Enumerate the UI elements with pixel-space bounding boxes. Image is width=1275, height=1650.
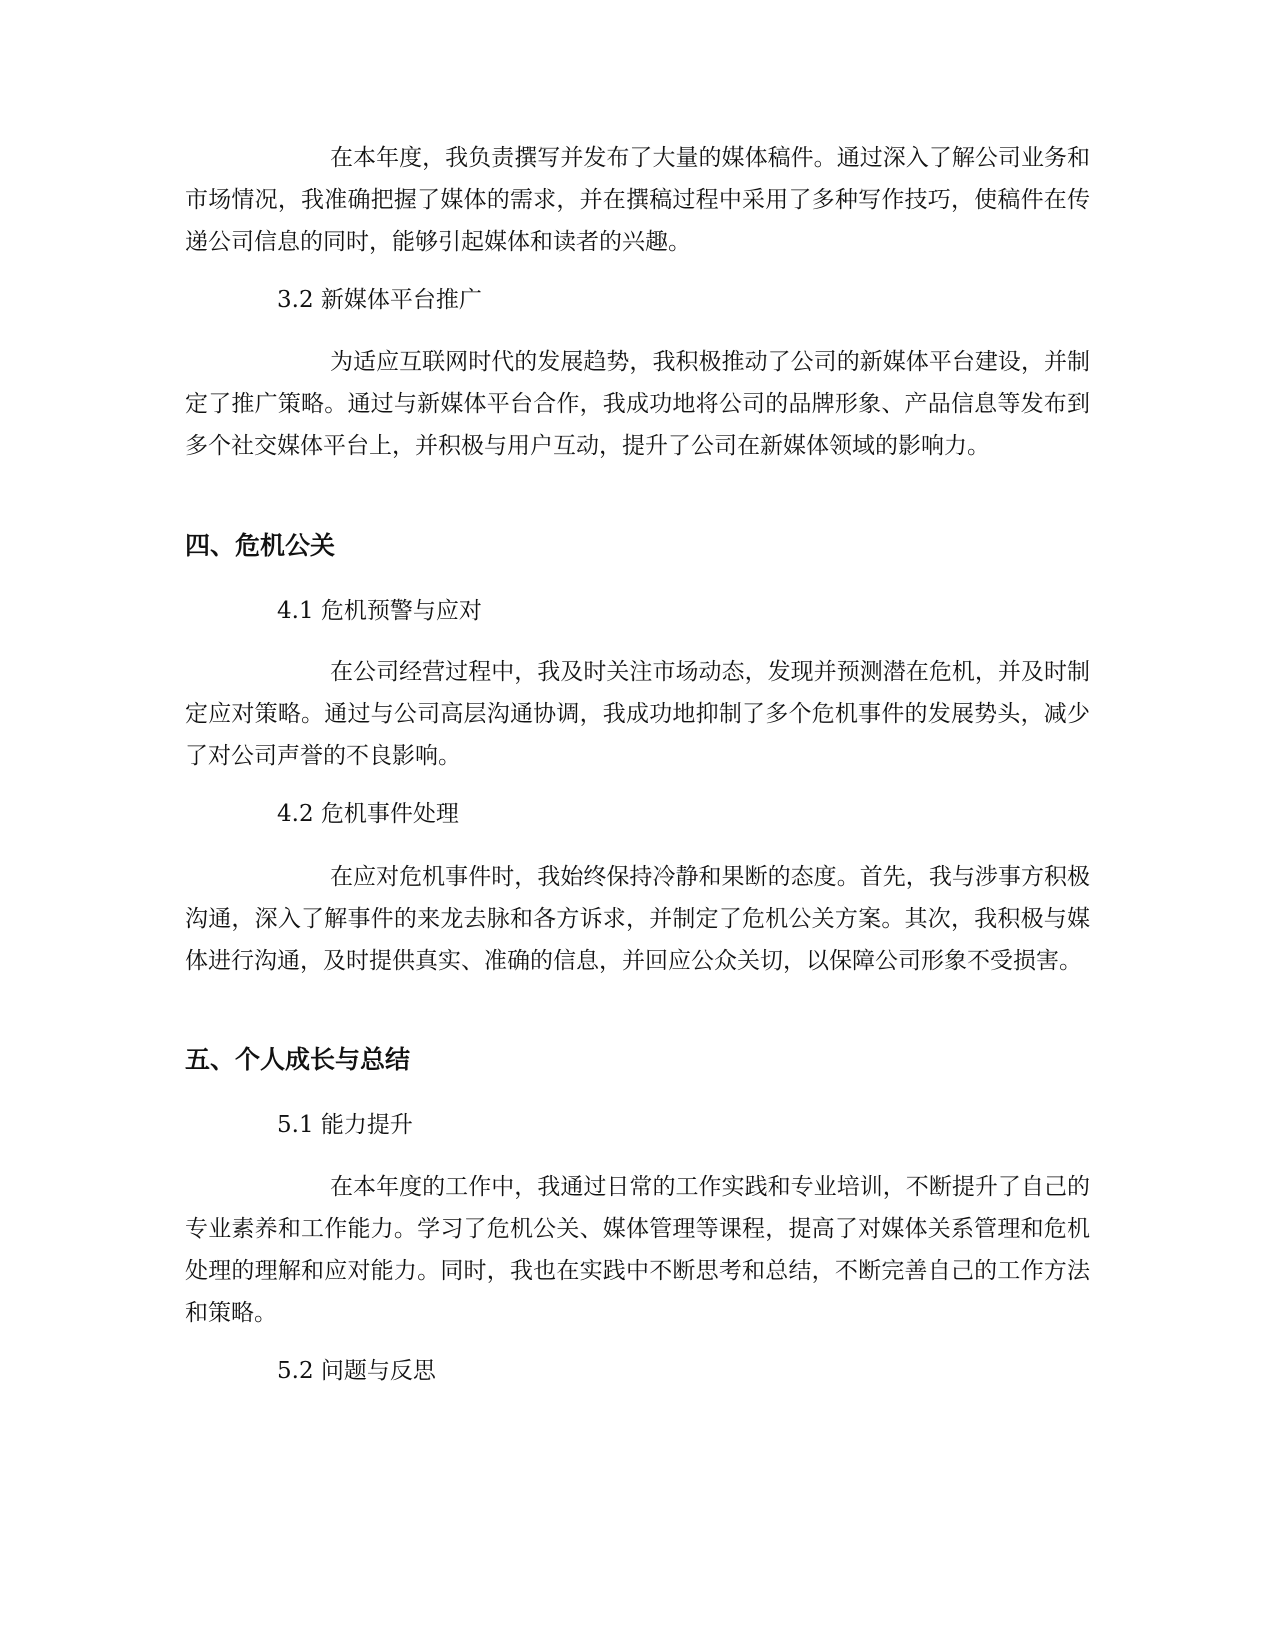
subheading-3-2-new-media: 3.2 新媒体平台推广	[277, 287, 482, 313]
heading-5-personal-growth: 五、个人成长与总结	[185, 1045, 411, 1074]
heading-4-crisis-pr: 四、危机公关	[185, 531, 336, 560]
paragraph-crisis-handling: 在应对危机事件时，我始终保持冷静和果断的态度。首先，我与涉事方积极沟通，深入了解事件的来龙去脉和各方诉求，并制定了危机公关方案。其次，我积极与媒体进行沟通，及时提供真实、准确的信息，并回应公众关切，以保障公司形象不受损害。	[185, 864, 1090, 974]
subheading-4-2-crisis-handling: 4.2 危机事件处理	[277, 801, 459, 827]
paragraph-crisis-warning: 在公司经营过程中，我及时关注市场动态，发现并预测潜在危机，并及时制定应对策略。通过与公司高层沟通协调，我成功地抑制了多个危机事件的发展势头，减少了对公司声誉的不良影响。	[185, 659, 1090, 769]
paragraph-new-media-promotion: 为适应互联网时代的发展趋势，我积极推动了公司的新媒体平台建设，并制定了推广策略。通过与新媒体平台合作，我成功地将公司的品牌形象、产品信息等发布到多个社交媒体平台上，并积极与用户互动，提升了公司在新媒体领域的影响力。	[185, 349, 1090, 459]
subheading-4-1-crisis-warning: 4.1 危机预警与应对	[277, 598, 482, 624]
paragraph-media-writing: 在本年度，我负责撰写并发布了大量的媒体稿件。通过深入了解公司业务和市场情况，我准确把握了媒体的需求，并在撰稿过程中采用了多种写作技巧，使稿件在传递公司信息的同时，能够引起媒体和读者的兴趣。	[185, 145, 1090, 255]
paragraph-ability-improvement: 在本年度的工作中，我通过日常的工作实践和专业培训，不断提升了自己的专业素养和工作能力。学习了危机公关、媒体管理等课程，提高了对媒体关系管理和危机处理的理解和应对能力。同时，我也在实践中不断思考和总结，不断完善自己的工作方法和策略。	[185, 1174, 1090, 1326]
subheading-5-1-ability: 5.1 能力提升	[277, 1112, 413, 1138]
subheading-5-2-issues: 5.2 问题与反思	[277, 1358, 436, 1384]
